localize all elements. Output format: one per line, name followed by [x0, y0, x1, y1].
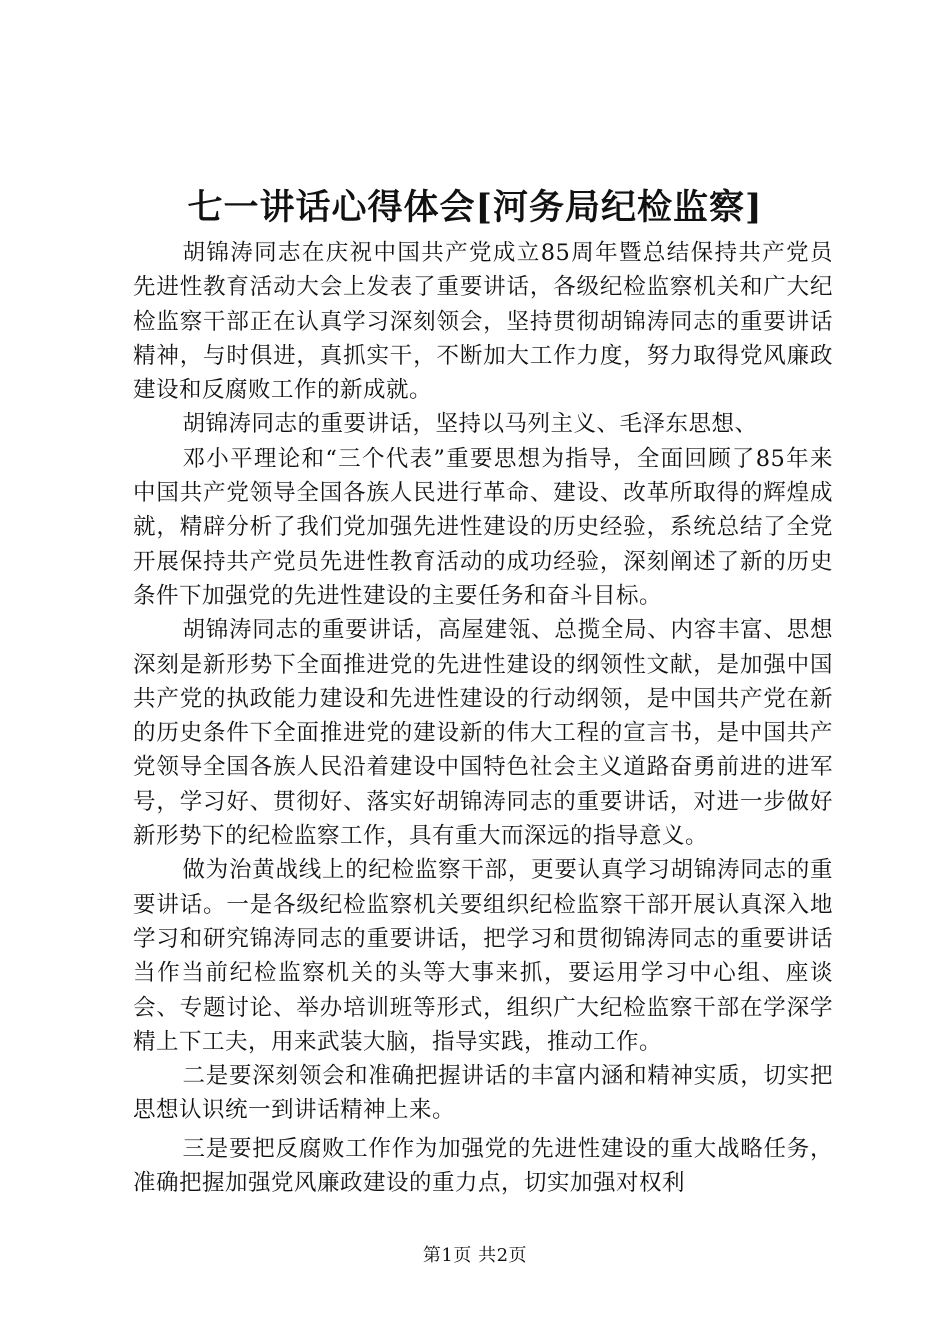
paragraph-4: 胡锦涛同志的重要讲话，高屋建瓴、总揽全局、内容丰富、思想深刻是新形势下全面推进党的先进性建设的纲领性文献，是加强中国共产党的执政能力建设和先进性建设的行动纲领，是中国共产党在新的历史条件下全面推进党的建设新的伟大工程的宣言书，是中国共产党领导全国各族人民沿着建设中国特色社会主义道路奋勇前进的进军号，学习好、贯彻好、落实好胡锦涛同志的重要讲话，对进一步做好新形势下的纪检监察工作，具有重大而深远的指导意义。	[133, 617, 833, 850]
document-body	[133, 236, 833, 1200]
paragraph-6: 二是要深刻领会和准确把握讲话的丰富内涵和精神实质，切实把思想认识统一到讲话精神上来。	[133, 1063, 833, 1124]
document-title: 七一讲话心得体会[河务局纪检监察]	[187, 187, 763, 228]
page-number-footer: 第1页 共2页	[422, 1245, 528, 1266]
paragraph-7: 三是要把反腐败工作作为加强党的先进性建设的重大战略任务，准确把握加强党风廉政建设的重力点，切实加强对权利	[133, 1135, 833, 1197]
paragraph-5: 做为治黄战线上的纪检监察干部，更要认真学习胡锦涛同志的重要讲话。一是各级纪检监察机关要组织纪检监察干部开展认真深入地学习和研究锦涛同志的重要讲话，把学习和贯彻锦涛同志的重要讲话当作当前纪检监察机关的头等大事来抓，要运用学习中心组、座谈会、专题讨论、举办培训班等形式，组织广大纪检监察干部在学深学精上下工夫，用来武装大脑，指导实践，推动工作。	[133, 857, 833, 1055]
paragraph-2: 胡锦涛同志的重要讲话，坚持以马列主义、毛泽东思想、	[182, 411, 758, 438]
paragraph-3: 邓小平理论和“三个代表”重要思想为指导，全面回顾了85年来中国共产党领导全国各族人民进行革命、建设、改革所取得的辉煌成就，精辟分析了我们党加强先进性建设的历史经验，系统总结了全党开展保持共产党员先进性教育活动的成功经验，深刻阐述了新的历史条件下加强党的先进性建设的主要任务和奋斗目标。	[133, 445, 833, 609]
paragraph-1: 胡锦涛同志在庆祝中国共产党成立85周年暨总结保持共产党员先进性教育活动大会上发表了重要讲话，各级纪检监察机关和广大纪检监察干部正在认真学习深刻领会，坚持贯彻胡锦涛同志的重要讲话精神，与时俱进，真抓实干，不断加大工作力度，努力取得党风廉政建设和反腐败工作的新成就。	[133, 240, 833, 404]
